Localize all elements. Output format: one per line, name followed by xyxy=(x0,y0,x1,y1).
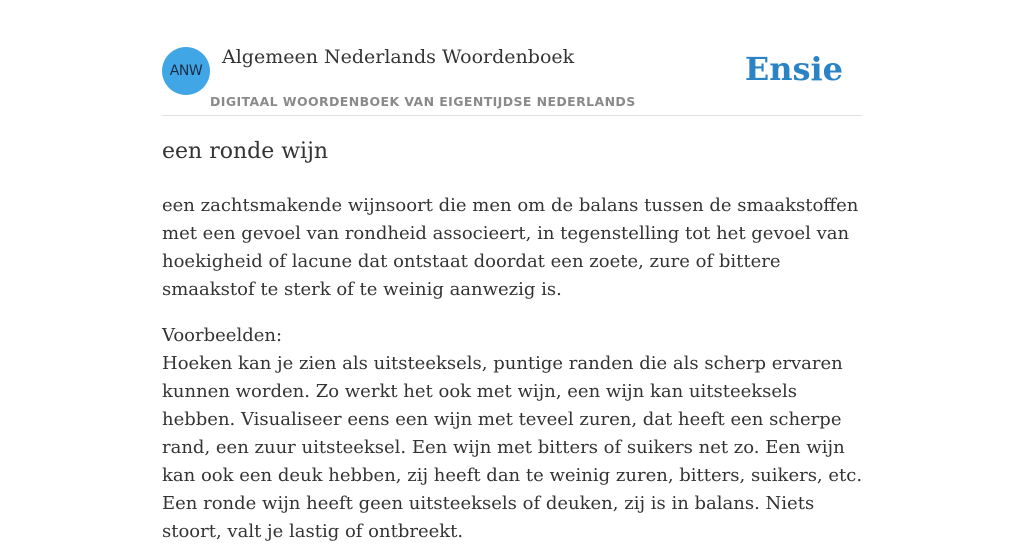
source-header xyxy=(162,46,862,116)
source-title[interactable]: Algemeen Nederlands Woordenboek xyxy=(222,46,575,68)
entry-definition: een zachtsmakende wijnsoort die men om de balans tussen de smaakstoffen met een gevoel van rondheid associeert, in tegenstelling tot het gevoel van hoekigheid of lacune dat ontstaat doordat een zoete, zure of bittere smaakstof te sterk of te weinig aanwezig is. xyxy=(162,195,859,300)
anw-logo[interactable]: ANW xyxy=(162,47,210,95)
examples-text: Hoeken kan je zien als uitsteeksels, puntige randen die als scherp ervaren kunnen worden. Zo werkt het ook met wijn, een wijn kan uitsteeksels hebben. Visualiseer eens een wijn met teveel zuren, dat heeft een scherpe rand, een zuur uitsteeksel. Een wijn met bitters of suikers net zo. Een wijn kan ook een deuk hebben, zij heeft dan te weinig zuren, bitters, suikers, etc. Een ronde wijn heeft geen uitsteeksels of deuken, zij is in balans. Niets stoort, valt je lastig of ontbreekt. xyxy=(162,353,863,542)
source-subtitle: DIGITAAL WOORDENBOEK VAN EIGENTIJDSE NEDERLANDS xyxy=(210,94,636,109)
examples-label: Voorbeelden: xyxy=(162,325,283,346)
entry-examples xyxy=(162,322,864,546)
ensie-logo[interactable]: Ensie xyxy=(744,50,843,88)
entry-term: een ronde wijn xyxy=(162,139,329,164)
